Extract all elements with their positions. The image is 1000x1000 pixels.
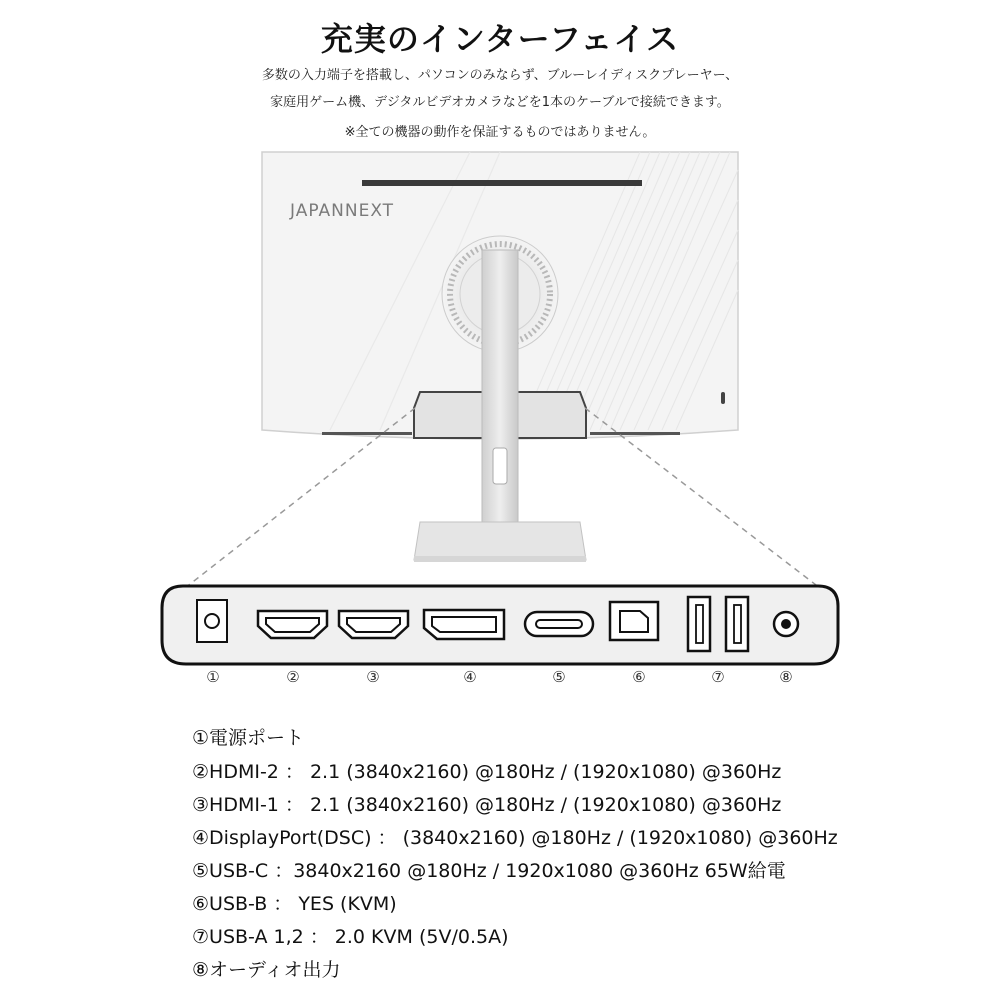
usb-c-port-icon (525, 612, 593, 636)
usb-b-port-icon (610, 602, 658, 640)
compatibility-note: ※全ての機器の動作を保証するものではありません。 (344, 125, 656, 140)
port-number: ⑧ (779, 668, 793, 686)
port-number: ⑤ (552, 668, 566, 686)
spec-item: ⑦USB-A 1,2 ： 2.0 KVM (5V/0.5A) (192, 926, 509, 948)
audio-jack-icon (774, 612, 798, 636)
dc-power-jack-icon (197, 600, 227, 642)
displayport-icon (424, 610, 504, 639)
hdmi-port-icon (258, 611, 327, 638)
description-line-1: 多数の入力端子を搭載し、パソコンのみならず、ブルーレイディスクプレーヤー、 (261, 68, 739, 83)
port-number: ② (286, 668, 300, 686)
cable-hole (493, 448, 507, 484)
stand-neck (482, 250, 518, 540)
stand-base (414, 522, 586, 560)
port-number: ① (206, 668, 220, 686)
port-number: ⑦ (711, 668, 725, 686)
description-line-2: 家庭用ゲーム機、デジタルビデオカメラなどを1本のケーブルで接続できます。 (270, 95, 730, 110)
port-number: ⑥ (632, 668, 646, 686)
spec-item: ④DisplayPort(DSC) ： (3840x2160) @180Hz / (1920x1080) @360Hz (192, 827, 838, 849)
hdmi-port-icon (339, 611, 408, 638)
spec-item: ⑥USB-B ： YES (KVM) (192, 893, 397, 915)
spec-item: ⑧オーディオ出力 (192, 959, 341, 981)
spec-item: ①電源ポート (192, 727, 305, 749)
spec-item: ②HDMI-2 ： 2.1 (3840x2160) @180Hz / (1920x1080) @360Hz (192, 761, 782, 783)
port-number: ④ (463, 668, 477, 686)
spec-item: ③HDMI-1 ： 2.1 (3840x2160) @180Hz / (1920x1080) @360Hz (192, 794, 782, 816)
page-title: 充実のインターフェイス (320, 20, 680, 58)
brand-logo: JAPANNEXT (290, 201, 395, 221)
port-number: ③ (366, 668, 380, 686)
spec-item: ⑤USB-C ：3840x2160 @180Hz / 1920x1080 @360Hz 65W給電 (192, 860, 786, 882)
